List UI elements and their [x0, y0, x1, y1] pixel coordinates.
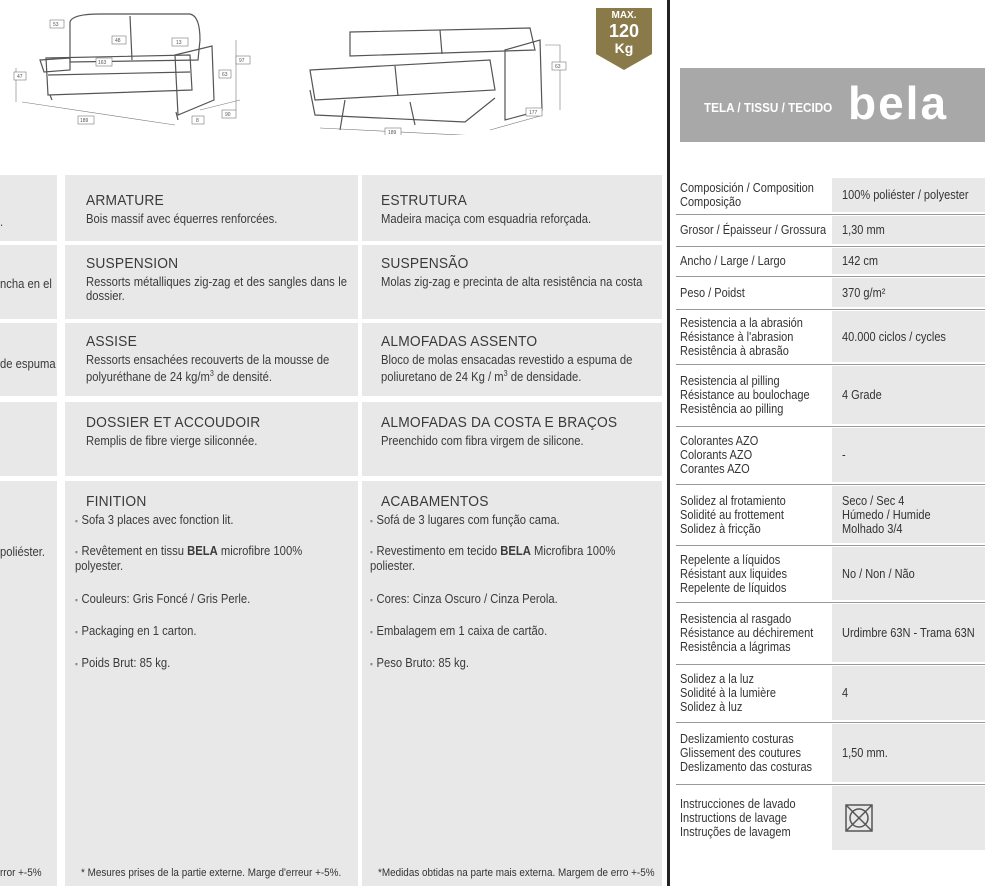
spec-separator: [676, 276, 985, 277]
left-cell-0: .: [0, 175, 57, 241]
spec-separator: [676, 309, 985, 310]
fr-suspension-heading: SUSPENSION: [86, 255, 179, 272]
spec-label-line: Résistant aux liquides: [680, 566, 788, 581]
left-text-1: ncha en el: [0, 277, 52, 291]
spec-value-line: Seco / Sec 4: [842, 493, 905, 508]
spec-label-line: Solidez al frotamiento: [680, 493, 786, 508]
spec-separator: [676, 545, 985, 546]
spec-label-line: Composición / Composition: [680, 181, 814, 195]
spec-value-line: 4 Grade: [842, 388, 882, 402]
left-text-2: de espuma: [0, 357, 56, 371]
dim-47: 47: [17, 74, 23, 80]
spec-label: [680, 604, 830, 662]
fr-bullet-5: ▪ Poids Brut: 85 kg.: [75, 656, 330, 671]
spec-label: [680, 366, 830, 424]
fabric-header: [680, 68, 985, 142]
pt-bullet-2-a: Revestimento em tecido: [376, 544, 501, 558]
fr-bullet-2-brand: BELA: [187, 544, 218, 558]
spec-separator: [676, 664, 985, 665]
fr-assise-text-2: polyuréthane de 24 kg/m: [86, 370, 210, 385]
dim-177: 177: [529, 110, 538, 116]
spec-value: [832, 666, 985, 720]
spec-value: [832, 178, 985, 212]
pt-estrutura-heading: ESTRUTURA: [381, 192, 468, 209]
pt-almof-sup: 3: [503, 369, 508, 378]
pt-costa-heading: ALMOFADAS DA COSTA E BRAÇOS: [381, 414, 618, 431]
dim-189a: 189: [80, 118, 89, 124]
pt-almof-text-2: poliuretano de 24 Kg / m: [381, 370, 504, 385]
spec-label-line: Repelente a líquidos: [680, 552, 781, 567]
spec-value-line: 4: [842, 686, 849, 700]
fr-assise-sup: 3: [209, 369, 214, 378]
pt-suspensao-text: Molas zig-zag e precinta de alta resistência na costa: [381, 275, 643, 289]
left-cell-1: [0, 245, 57, 319]
spec-label: [680, 666, 830, 720]
spec-label-line: Instructions de lavage: [680, 811, 788, 825]
spec-value-line: -: [842, 448, 846, 462]
spec-label-line: Resistência à abrasão: [680, 343, 789, 358]
spec-label-line: Instruções de lavagem: [680, 825, 791, 839]
spec-separator: [676, 426, 985, 427]
fr-assise-text-1: Ressorts ensachées recouverts de la mousse de: [86, 353, 330, 367]
spec-value: [832, 311, 985, 362]
dim-189b: 189: [388, 130, 397, 135]
dim-90: 90: [225, 112, 231, 118]
spec-label-line: Grosor / Épaisseur / Grossura: [680, 223, 827, 237]
fr-suspension: [65, 245, 358, 319]
fr-finition-heading: FINITION: [86, 493, 147, 510]
pt-bullet-2-c: Microfibra 100% poliester.: [370, 544, 616, 573]
spec-label: [680, 547, 830, 600]
spec-label-line: Solidité au frottement: [680, 507, 784, 522]
spec-label-line: Colorants AZO: [680, 448, 753, 462]
fr-assise-text-3: de densité.: [213, 370, 273, 385]
spec-label-line: Solidez a la luz: [680, 672, 754, 686]
dim-48: 48: [115, 38, 121, 44]
spec-label-line: Deslizamiento costuras: [680, 732, 794, 746]
max-weight-badge: [596, 8, 652, 70]
spec-label-line: Solidez à fricção: [680, 521, 761, 536]
fr-dossier: [65, 402, 358, 476]
spec-label-line: Colorantes AZO: [680, 434, 759, 448]
spec-label: [680, 216, 830, 244]
spec-label-line: Solidez à luz: [680, 700, 743, 714]
fr-bullet-2: [75, 544, 345, 573]
pt-acab-heading: ACABAMENTOS: [381, 493, 489, 510]
wash-icon: [844, 803, 874, 833]
spec-label-line: Résistance à l'abrasion: [680, 329, 794, 344]
spec-label: [680, 311, 830, 362]
left-cell-3: [0, 402, 57, 476]
pt-estrutura-text: Madeira maciça com esquadria reforçada.: [381, 212, 592, 226]
spec-label: [680, 724, 830, 782]
pt-acabamentos: [362, 481, 662, 886]
spec-separator: [676, 602, 985, 603]
spec-value-line: 1,30 mm: [842, 223, 885, 237]
fr-assise-heading: ASSISE: [86, 333, 137, 350]
spec-value-line: 1,50 mm.: [842, 746, 888, 760]
spec-separator: [676, 784, 985, 785]
fr-bullet-2-a: Revêtement en tissu: [81, 544, 188, 558]
pt-suspensao: [362, 245, 662, 319]
spec-value: [832, 248, 985, 274]
pt-footnote: *Medidas obtidas na parte mais externa. Margem de erro +-5%: [378, 867, 655, 879]
spec-label: [680, 248, 830, 274]
dim-53: 53: [53, 22, 59, 28]
spec-label-line: Composição: [680, 195, 742, 209]
spec-value: [832, 366, 985, 424]
spec-value: [832, 604, 985, 662]
spec-value: [832, 724, 985, 782]
badge-unit: Kg: [614, 40, 634, 56]
fr-dossier-text: Remplis de fibre vierge siliconnée.: [86, 434, 258, 448]
pt-suspensao-heading: SUSPENSÃO: [381, 255, 469, 272]
spec-separator: [676, 246, 985, 247]
spec-separator: [676, 722, 985, 723]
spec-value: [832, 786, 985, 850]
spec-label: [680, 278, 830, 307]
spec-value-line: 142 cm: [842, 254, 879, 268]
spec-label-line: Glissement des coutures: [680, 746, 802, 760]
spec-label: [680, 428, 830, 482]
fr-bullet-4: ▪ Packaging en 1 carton.: [75, 624, 330, 639]
spec-value: [832, 547, 985, 600]
spec-label-line: Resistencia a la abrasión: [680, 315, 803, 330]
sofa-diagram-closed: [0, 0, 260, 135]
spec-label-line: Repelente de líquidos: [680, 580, 787, 595]
fr-armature-heading: ARMATURE: [86, 192, 164, 209]
sofa-diagram-open: [290, 20, 580, 135]
left-footnote: rror +-5%: [0, 867, 42, 879]
spec-separator: [676, 484, 985, 485]
fr-bullet-1: ▪ Sofa 3 places avec fonction lit.: [75, 513, 330, 528]
spec-value-line: Molhado 3/4: [842, 521, 903, 536]
pt-estrutura: [362, 175, 662, 241]
pt-bullet-2-brand: BELA: [500, 544, 531, 558]
fabric-label: TELA / TISSU / TECIDO: [704, 100, 833, 115]
spec-value-line: 100% poliéster / polyester: [842, 188, 969, 202]
badge-number: 120: [608, 21, 640, 41]
dim-97: 97: [239, 58, 245, 64]
pt-bullet-3: ▪ Cores: Cinza Oscuro / Cinza Perola.: [370, 592, 633, 607]
spec-label-line: Deslizamento das costuras: [680, 760, 813, 774]
spec-value: [832, 428, 985, 482]
fr-footnote: * Mesures prises de la partie externe. Marge d'erreur +-5%.: [81, 867, 342, 879]
spec-label-line: Corantes AZO: [680, 462, 750, 476]
pt-bullet-4: ▪ Embalagem em 1 caixa de cartão.: [370, 624, 633, 639]
pt-almof-text-1: Bloco de molas ensacadas revestido a espuma de: [381, 353, 633, 367]
left-cell-2: [0, 323, 57, 396]
pt-bullet-1: ▪ Sofá de 3 lugares com função cama.: [370, 513, 633, 528]
spec-value-line: 40.000 ciclos / cycles: [842, 329, 946, 344]
spec-label-line: Peso / Poidst: [680, 285, 745, 300]
spec-separator: [676, 214, 985, 215]
spec-value-line: Urdimbre 63N - Trama 63N: [842, 626, 975, 640]
fr-assise: [65, 323, 358, 396]
pt-almof-text-3: de densidade.: [507, 370, 582, 385]
dim-13: 13: [176, 40, 182, 46]
spec-separator: [676, 364, 985, 365]
fr-suspension-text: Ressorts métalliques zig-zag et des sangles dans le dossier.: [86, 275, 347, 303]
pt-almofadas-assento: [362, 323, 662, 396]
spec-label-line: Resistência ao pilling: [680, 402, 784, 416]
spec-label-line: Ancho / Large / Largo: [680, 254, 786, 268]
left-text-4: poliéster.: [0, 545, 46, 559]
spec-value: [832, 216, 985, 244]
fr-bullet-3: ▪ Couleurs: Gris Foncé / Gris Perle.: [75, 592, 330, 607]
spec-label-line: Résistance au boulochage: [680, 388, 810, 402]
spec-value: [832, 486, 985, 543]
fr-finition: [65, 481, 358, 886]
spec-label-line: Resistência a lágrimas: [680, 640, 791, 654]
spec-value-line: Húmedo / Humide: [842, 507, 931, 522]
spec-label: [680, 786, 830, 850]
spec-value-line: 370 g/m²: [842, 285, 886, 300]
fabric-brand-logo: bela: [848, 77, 949, 129]
spec-label: [680, 486, 830, 543]
spec-label-line: Solidité à la lumière: [680, 686, 777, 700]
spec-label-line: Instrucciones de lavado: [680, 797, 796, 811]
fr-armature-text: Bois massif avec équerres renforcées.: [86, 212, 278, 226]
spec-label-line: Resistencia al pilling: [680, 374, 780, 388]
pt-almofadas-costa: [362, 402, 662, 476]
spec-label: [680, 178, 830, 212]
dim-163: 163: [98, 60, 107, 66]
dim-63b: 63: [555, 64, 561, 70]
vertical-divider: [667, 0, 670, 886]
pt-almof-heading: ALMOFADAS ASSENTO: [381, 333, 538, 350]
spec-label-line: Resistencia al rasgado: [680, 612, 792, 626]
left-cell-4: [0, 481, 57, 886]
fr-armature: [65, 175, 358, 241]
fr-dossier-heading: DOSSIER ET ACCOUDOIR: [86, 414, 261, 431]
pt-costa-text: Preenchido com fibra virgem de silicone.: [381, 434, 584, 448]
pt-bullet-5: ▪ Peso Bruto: 85 kg.: [370, 656, 633, 671]
badge-max: MAX.: [611, 10, 637, 21]
pt-bullet-2: [370, 544, 649, 573]
spec-value-line: No / Non / Não: [842, 566, 915, 581]
dim-63a: 63: [222, 72, 228, 78]
spec-label-line: Résistance au déchirement: [680, 626, 814, 640]
fr-bullet-2-c: microfibre 100% polyester.: [75, 544, 303, 573]
dim-8: 8: [196, 118, 199, 124]
spec-value: [832, 278, 985, 307]
